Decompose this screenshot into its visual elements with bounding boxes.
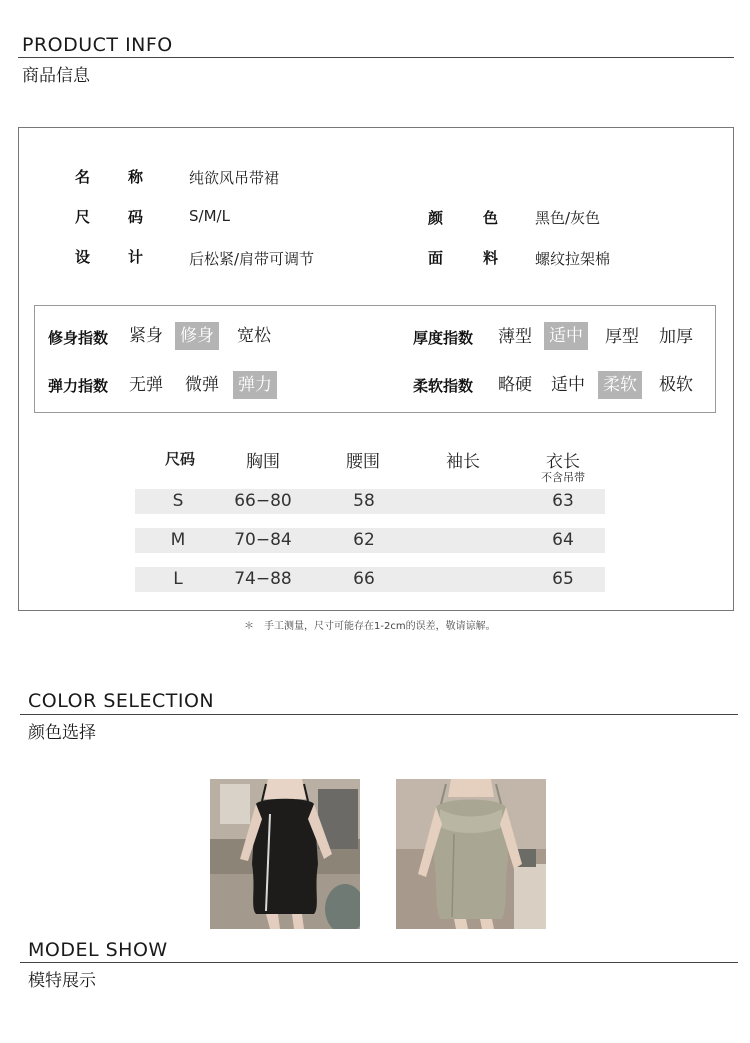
spec-value: 螺纹拉架棉 (535, 250, 611, 268)
table-header: 腰围 (346, 452, 380, 472)
table-cell (434, 567, 494, 592)
table-header: 袖长 (446, 452, 480, 472)
index-option: 宽松 (237, 326, 271, 346)
index-option: 略硬 (498, 375, 532, 395)
section-divider (18, 57, 734, 58)
spec-label-char: 料 (483, 249, 499, 267)
spec-label-char: 设 (75, 248, 91, 266)
table-cell: 64 (552, 530, 574, 550)
index-label: 修身指数 (48, 329, 109, 347)
table-cell: 65 (552, 569, 574, 589)
spec-label-char: 色 (483, 209, 499, 227)
table-cell: 66 (353, 569, 375, 589)
table-cell: L (173, 569, 183, 589)
index-option: 微弹 (185, 375, 219, 395)
spec-label-char: 码 (128, 208, 144, 226)
spec-label-char: 面 (428, 249, 444, 267)
index-option: 无弹 (129, 375, 163, 395)
spec-label-char: 名 (75, 168, 91, 186)
black-dress-photo[interactable] (210, 779, 360, 929)
spec-label-char: 称 (128, 168, 144, 186)
table-cell: S (172, 491, 184, 511)
table-cell: 66−80 (234, 491, 292, 511)
product-info-title-en: PRODUCT INFO (22, 34, 173, 56)
table-cell: 58 (353, 491, 375, 511)
section-divider (20, 714, 738, 715)
model-show-title-en: MODEL SHOW (28, 939, 168, 961)
index-option: 加厚 (659, 327, 693, 347)
index-option: 紧身 (129, 326, 163, 346)
index-option-selected: 柔软 (598, 371, 642, 399)
table-subheader: 不含吊带 (541, 471, 585, 484)
product-info-title-cn: 商品信息 (22, 66, 90, 86)
model-show-title-cn: 模特展示 (28, 971, 96, 991)
table-cell: M (170, 530, 186, 550)
spec-value: 后松紧/肩带可调节 (189, 250, 315, 268)
spec-label-char: 计 (128, 248, 144, 266)
index-label: 弹力指数 (48, 377, 109, 395)
index-option-selected: 适中 (544, 322, 588, 350)
table-cell: 74−88 (234, 569, 292, 589)
gray-dress-photo[interactable] (396, 779, 546, 929)
color-selection-title-en: COLOR SELECTION (28, 690, 215, 712)
table-cell: 70−84 (234, 530, 292, 550)
gray-dress-image (396, 779, 546, 929)
index-option: 厚型 (605, 327, 639, 347)
section-divider (20, 962, 738, 963)
table-cell: 62 (353, 530, 375, 550)
index-option-selected: 弹力 (233, 371, 277, 399)
black-dress-image (210, 779, 360, 929)
table-header: 尺码 (164, 450, 195, 468)
table-cell: 63 (552, 491, 574, 511)
spec-label-char: 颜 (428, 209, 444, 227)
table-cell (434, 489, 494, 514)
index-label: 厚度指数 (413, 329, 474, 347)
index-option: 薄型 (498, 327, 532, 347)
index-option-selected: 修身 (175, 322, 219, 350)
table-header: 衣长 (546, 452, 580, 472)
index-option: 极软 (659, 375, 693, 395)
measurement-note: ＊ 手工测量，尺寸可能存在1-2cm的误差，敬请谅解。 (244, 621, 496, 632)
index-option: 适中 (551, 375, 585, 395)
spec-value: 黑色/灰色 (535, 209, 601, 227)
spec-value: S/M/L (189, 207, 230, 225)
index-label: 柔软指数 (413, 377, 474, 395)
table-header: 胸围 (246, 452, 280, 472)
table-cell (434, 528, 494, 553)
spec-label-char: 尺 (75, 208, 91, 226)
spec-value: 纯欲风吊带裙 (189, 169, 280, 187)
color-selection-title-cn: 颜色选择 (28, 723, 96, 743)
